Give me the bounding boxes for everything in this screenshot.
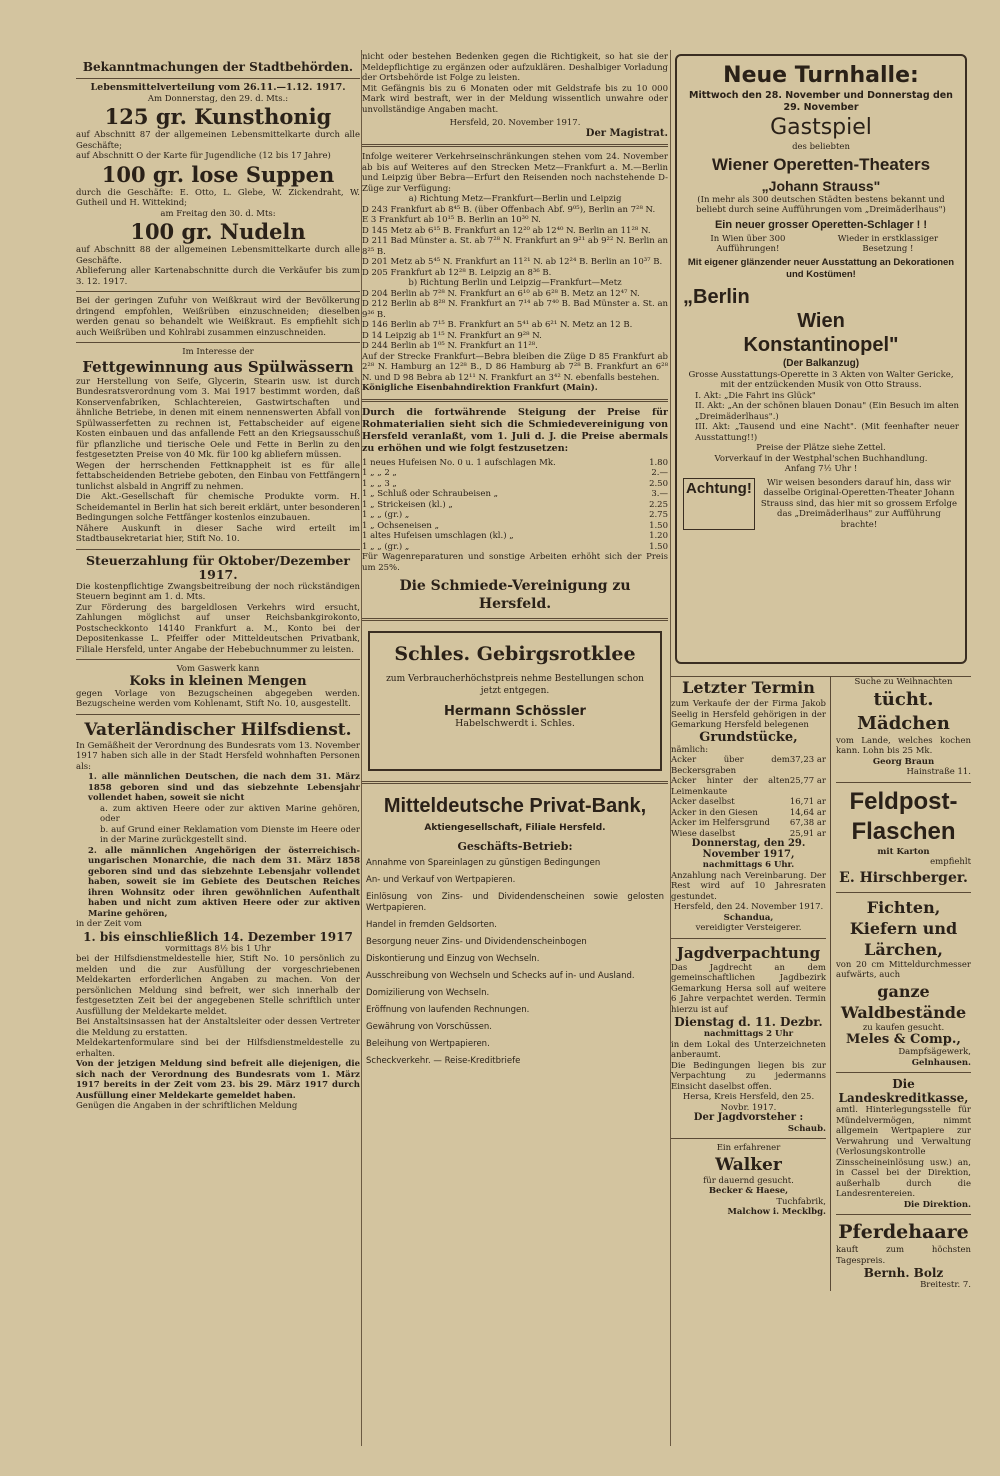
schmiede-signature: Die Schmiede-Vereinigung zu Hersfeld.	[399, 578, 631, 612]
bank-service-item: Besorgung neuer Zins- und Dividendenscheinbogen	[366, 936, 587, 947]
price-row-value: 2.25	[649, 499, 668, 510]
preise-text: Durch die fortwährende Steigung der Preise für Rohmaterialien sieht sich die Schmiedevereinigung von Hersfeld veranlaßt, vom 1. Juli d. J. die Preise abermals zu erhöhen und wie folgt festzusetzen:	[362, 406, 668, 454]
termin-signature: Schandua,	[723, 912, 774, 923]
vorverkauf-text: Vorverkauf in der Westphal'schen Buchhandlung.	[714, 453, 928, 464]
preise-text2: Für Wagenreparaturen und sonstige Arbeiten erhöht sich der Preis um 25%.	[362, 552, 668, 573]
walker-firm: Becker & Haese,	[708, 1186, 789, 1196]
price-row-label: 1 „ „ (gr.) „	[362, 541, 410, 552]
price-list	[362, 458, 668, 553]
grundstueck-row-label: Acker daselbst	[671, 797, 735, 807]
klee-name: Hermann Schössler	[444, 704, 586, 719]
train-entry: D 145 Metz ab 6¹⁵ B. Frankfurt an 12²⁰ ab 12⁴⁰ N. Berlin an 11²⁸ N.	[362, 225, 651, 236]
grundstueck-row-label: Acker im Helfersgrund	[671, 818, 770, 828]
walker-heading: Walker	[715, 1154, 782, 1175]
subcolumn-left	[671, 677, 831, 1291]
walker-text: für dauernd gesucht.	[703, 1175, 794, 1186]
termin-place: Hersfeld, den 24. November 1917.	[673, 902, 824, 912]
termin-text2: Anzahlung nach Vereinbarung. Der Rest wird auf 10 Jahresraten gestundet.	[671, 870, 826, 902]
grundstueck-row	[671, 776, 826, 797]
price-row-value: 3.—	[651, 489, 668, 499]
price-row-value: 1.50	[649, 541, 668, 552]
bank-service-item: Beleihung von Wertpapieren.	[366, 1038, 490, 1049]
feldpost-name: E. Hirschberger.	[839, 869, 968, 886]
waldbestaende-heading: ganze Waldbestände	[840, 981, 967, 1022]
akt-3: III. Akt: „Tausend und eine Nacht". (Mit feenhafter neuer Ausstattung!!)	[695, 422, 959, 443]
suppen-text: durch die Geschäfte: E. Otto, L. Glebe, W. Zickendraht, W. Gutheil und H. Wittekind;	[76, 187, 360, 208]
grundstueck-row-value: 37,23 ar	[789, 755, 826, 765]
grundstueck-row-value: 25,91 ar	[789, 828, 826, 839]
ausstattung-text: Mit eigener glänzender neuer Ausstattung an Dekorationen und Kostümen!	[687, 256, 955, 280]
price-row-label: 1 „ Ochseneisen „	[362, 520, 440, 531]
grundstueck-row-value: 14,64 ar	[789, 807, 826, 818]
strauss-text: (In mehr als 300 deutschen Städten bestens bekannt und beliebt durch seine Aufführungen vom „Dreimäderlhaus")	[696, 194, 946, 215]
bank-ad	[362, 789, 668, 1077]
hilfsdienst-item-1: 1. alle männlichen Deutschen, die nach dem 31. März 1858 geboren sind und das siebzehnte Lebensjahr vollendet haben, soweit sie nicht	[88, 772, 360, 803]
zug-signature: Königliche Eisenbahndirektion Frankfurt (Main).	[362, 383, 598, 393]
grundstueck-row	[671, 755, 826, 776]
hilfsdienst-item-2: 2. alle männlichen Angehörigen der österreichisch-ungarischen Monarchie, die nach dem 31. März 1858 geboren sind und das siebzehnte Lebensjahr vollendet haben, soweit sie im Gebiete des Deutschen Reiches ihren Wohnsitz oder ihren gewöhnlichen Aufenthalt haben und nicht zum aktiven Heere oder zur aktiven Marine gehören,	[88, 845, 360, 919]
wien-heading: Wien	[797, 309, 845, 332]
wien-left: In Wien über 300 Aufführungen!	[710, 233, 786, 254]
bank-service-item: Domizilierung von Wechseln.	[366, 987, 490, 998]
naemlich-label: nämlich:	[671, 744, 709, 755]
price-row-label: 1 „ „ 3 „	[362, 478, 397, 489]
grundstueck-row	[671, 797, 826, 808]
price-row-value: 2.50	[649, 478, 668, 489]
lv-date2: am Freitag den 30. d. Mts:	[160, 208, 276, 219]
signoff-place: Hersfeld, 20. November 1917.	[449, 118, 581, 128]
fett-text2: Wegen der herrschenden Fettknappheit ist es für alle fettabscheidenden Betriebe geboten, den Einbau von Fettfängern tunlichst alsbald in Angriff zu nehmen.	[76, 460, 360, 492]
hilfsdienst-text3: bei der Hilfsdienstmeldestelle hier, Stift No. 10 persönlich zu melden und die zur Ausfüllung der vorgeschriebenen Meldekarten erforderlichen Angaben zu machen. Von der persönlichen Meldung sind befreit, wer sich innerhalb der festgesetzten Zeit bei der angegebenen Stelle schriftlich unter Ausfüllung der Meldekarte meldet.	[76, 954, 360, 1017]
bank-service-item: Einlösung von Zins- und Dividendenscheinen sowie gelosten Wertpapieren.	[366, 891, 664, 913]
price-row-label: 1 „ Strickeisen (kl.) „	[362, 499, 453, 510]
train-entry: D 244 Berlin ab 1⁰⁵ N. Frankfurt an 11²⁸.	[362, 341, 538, 351]
preise-label: Preise der Plätze siehe Zettel.	[756, 443, 886, 453]
fett-text: zur Herstellung von Seife, Glycerin, Stearin usw. ist durch Bundesratsverordnung vom 3. Mai 1917 bestimmt worden, daß Konservenfabriken, Schlachtereien, Gastwirtschaften und ähnliche Betriebe, in denen mit einem nennenswerten Abfall von Spülwasserfetten zu rechnen ist, Fettabscheider auf eigene Kosten einbauen und das anfallende Fett an den Kriegsausschuß für pflanzliche und tierische Oele und Fette in Berlin zu den festgesetzten Preise von 40 Mk. für 100 kg abliefern müssen.	[76, 376, 360, 460]
meles-text: Dampfsägewerk,	[898, 1047, 971, 1057]
price-row	[362, 542, 668, 553]
grundstueck-row-label: Acker hinter der alten Leimenkaute	[671, 776, 790, 797]
nudeln-text2: Ablieferung aller Kartenabschnitte durch die Verkäufer bis zum 3. 12. 1917.	[76, 266, 360, 287]
maedchen-pre: Suche zu Weihnachten	[854, 677, 953, 687]
termin-heading: Letzter Termin	[682, 678, 815, 697]
subcolumn-right	[831, 677, 971, 1291]
bank-service-item: Annahme von Spareinlagen zu günstigen Bedingungen	[366, 857, 601, 868]
price-row-value: 2.75	[649, 510, 668, 520]
train-entry: D 243 Frankfurt ab 8⁴⁵ B. (über Offenbach Abf. 9⁰⁵), Berlin an 7²⁸ N.	[362, 204, 656, 215]
wien-right: Wieder in erstklassiger Besetzung !	[837, 233, 939, 254]
fichten-heading: Fichten, Kiefern und Lärchen,	[849, 897, 958, 959]
steuer-text: Die kostenpflichtige Zwangsbeitreibung der noch rückständigen Steuern beginnt am 1. d. Mts.	[76, 581, 360, 602]
feldpost-empf: empfiehlt	[930, 857, 971, 867]
pferdehaare-addr: Breitestr. 7.	[920, 1280, 971, 1290]
termin-time: nachmittags 6 Uhr.	[702, 860, 795, 870]
hilfsdienst-item-1a: a. zum aktiven Heere oder zur aktiven Marine gehören, oder	[100, 803, 360, 824]
hilfsdienst-hours: vormittags 8½ bis 1 Uhr	[165, 943, 271, 954]
kaufen-text: zu kaufen gesucht.	[862, 1022, 945, 1033]
jagd-heading: Jagdverpachtung	[676, 943, 821, 962]
price-row	[362, 510, 668, 521]
train-list-a	[362, 205, 668, 279]
turnhalle-heading: Neue Turnhalle:	[723, 63, 919, 88]
price-row-label: 1 „ „ (gr.) „	[362, 510, 410, 520]
bank-service-item: Eröffnung von laufenden Rechnungen.	[366, 1004, 530, 1015]
bank-service-item: Scheckverkehr. — Reise-Kreditbriefe	[366, 1055, 521, 1066]
feldpost-karton: mit Karton	[877, 846, 930, 857]
bank-service-item: An- und Verkauf von Wertpapieren.	[366, 874, 516, 885]
cont-text2: Mit Gefängnis bis zu 6 Monaten oder mit Geldstrafe bis zu 10 000 Mark wird bestraft, wer in der Meldung wissentlich unwahre oder unvollständige Angaben macht.	[362, 83, 668, 115]
jagd-place: Hersa, Kreis Hersfeld, den 25. Novbr. 1917.	[682, 1092, 815, 1113]
klee-heading: Schles. Gebirgsrotklee	[394, 643, 636, 665]
pferdehaare-text: kauft zum höchsten Tagespreis.	[836, 1245, 971, 1266]
grundstueck-row-label: Wiese daselbst	[671, 828, 736, 839]
column-right	[671, 52, 971, 1291]
section-title: Bekanntmachungen der Stadtbehörden.	[82, 60, 354, 74]
bank-section-heading: Geschäfts-Betrieb:	[457, 839, 573, 853]
jagd-text3: Die Bedingungen liegen bis zur Verpachtung zu jedermanns Einsicht daselbst offen.	[671, 1060, 826, 1092]
zug-direction-b: b) Richtung Berlin und Leipzig—Frankfurt—Metz	[408, 278, 622, 288]
fett-text4: Nähere Auskunft in dieser Sache wird erteilt im Stadtbausekretariat hier, Stift No. 10.	[76, 523, 360, 544]
turnhalle-ad	[675, 54, 967, 664]
price-row	[362, 531, 668, 542]
bank-services	[366, 858, 664, 1067]
grundstueck-list	[671, 755, 826, 839]
grundstueck-row-label: Acker in den Giesen	[671, 807, 758, 818]
interesse-label: Im Interesse der	[182, 347, 254, 357]
bank-service-item: Diskontierung und Einzug von Wechseln.	[366, 953, 540, 964]
grundstueck-row-label: Acker über dem Beckersgraben	[671, 755, 790, 776]
termin-text: zum Verkaufe der der Firma Jakob Seelig in Hersfeld gehörigen in der Gemarkung Hersfeld belegenen	[671, 699, 826, 730]
walker-firm2: Tuchfabrik,	[776, 1196, 826, 1207]
walker-place: Malchow i. Mecklbg.	[727, 1207, 826, 1217]
train-entry: D 211 Bad Münster a. St. ab 7²⁸ N. Frankfurt an 9²¹ ab 9²² N. Berlin an 8²⁵ B.	[362, 236, 668, 257]
lv-date1: Am Donnerstag, den 29. d. Mts.:	[147, 93, 289, 104]
price-row-value: 1.50	[649, 520, 668, 531]
walker-pre: Ein erfahrener	[716, 1143, 781, 1153]
gaswerk-label: Vom Gaswerk kann	[176, 664, 260, 674]
hilfsdienst-text6: Von der jetzigen Meldung sind befreit alle diejenigen, die sich nach der Verordnung des Bundesrats vom 1. März 1917 bereits in der Zeit vom 23. bis 29. März 1917 durch Ausfüllung einer Meldekarte gemeldet haben.	[76, 1059, 360, 1101]
fett-heading: Fettgewinnung aus Spülwässern	[82, 357, 354, 376]
price-row	[362, 468, 668, 479]
price-row	[362, 489, 668, 500]
operette-text: Grosse Ausstattungs-Operette in 3 Akten von Walter Gericke, mit der entzückenden Musik von Otto Strauss.	[688, 369, 954, 390]
pferdehaare-heading: Pferdehaare	[838, 1221, 969, 1243]
strauss-heading: „Johann Strauss"	[761, 177, 881, 194]
bank-subheading: Aktiengesellschaft, Filiale Hersfeld.	[424, 823, 606, 833]
bank-service-item: Gewährung von Vorschüssen.	[366, 1021, 492, 1032]
termin-signature2: vereidigter Versteigerer.	[695, 923, 802, 933]
achtung-text: Wir weisen besonders darauf hin, dass wir dasselbe Original-Operetten-Theater Johann Strauss sind, das hier mit so grossem Erfolge das „Dreimäderlhaus" zur Aufführung brachte!	[760, 477, 957, 530]
suppen-heading: 100 gr. lose Suppen	[101, 161, 335, 187]
hilfsdienst-text7: Genügen die Angaben in der schriftlichen Meldung	[76, 1101, 298, 1111]
hilfsdienst-text: In Gemäßheit der Verordnung des Bundesrats vom 13. November 1917 haben sich alle in der Stadt Hersfeld wohnhaften Personen als:	[76, 740, 360, 772]
jagd-signature: Der Jagdvorsteher :	[693, 1112, 804, 1123]
train-entry: D 201 Metz ab 5⁴⁵ N. Frankfurt an 11²¹ N. ab 12²⁴ B. Berlin an 10³⁷ B.	[362, 257, 663, 267]
schlager-heading: Ein neuer grosser Operetten-Schlager ! !	[714, 218, 928, 231]
bank-service-item: Handel in fremden Geldsorten.	[366, 919, 497, 930]
gastspiel-heading: Gastspiel	[770, 115, 872, 140]
nudeln-text: auf Abschnitt 88 der allgemeinen Lebensmittelkarte durch alle Geschäfte.	[76, 245, 360, 266]
konstantinopel-heading: Konstantinopel"	[743, 333, 899, 356]
price-row-label: 1 „ „ 2 „	[362, 468, 397, 478]
price-row-label: 1 altes Hufeisen umschlagen (kl.) „	[362, 531, 514, 541]
meles-name: Meles & Comp.,	[846, 1032, 961, 1047]
jagd-signature2: Schaub.	[787, 1123, 826, 1134]
lv-heading: Lebensmittelverteilung vom 26.11.—1.12. 1917.	[90, 82, 346, 93]
klee-place: Habelschwerdt i. Schles.	[455, 718, 575, 729]
akt-1: I. Akt: „Die Fahrt ins Glück"	[695, 390, 816, 401]
price-row	[362, 500, 668, 511]
maedchen-text: vom Lande, welches kochen kann. Lohn bis 25 Mk.	[836, 735, 971, 756]
hilfsdienst-zeit: in der Zeit vom	[76, 919, 142, 929]
zug-text: Auf der Strecke Frankfurt—Bebra bleiben die Züge D 85 Frankfurt ab 2²⁸ N. Hamburg an 12²⁸ B., D 86 Hamburg ab 7²⁸ B. Frankfurt an 6²⁸ N. und D 98 Bebra ab 12¹¹ N. Frankfurt an 3⁴² N. ebenfalls bestehen.	[362, 351, 668, 383]
hilfsdienst-heading: Vaterländischer Hilfsdienst.	[84, 719, 352, 740]
grundstueck-row-value: 16,71 ar	[789, 797, 826, 807]
anfang-text: Anfang 7½ Uhr !	[784, 464, 858, 474]
price-row	[362, 479, 668, 490]
maedchen-name: Georg Braun	[872, 756, 935, 767]
landes-text: amtl. Hinterlegungsstelle für Mündelvermögen, nimmt allgemein Wertpapiere zur Verwahrung und Verwaltung (Verlosungskontrolle Zinsscheineinlösung usw.) an, in Cassel bei der Direktion, außerhalb durch die Landesrentereien.	[836, 1105, 971, 1199]
weisskraut-text: Bei der geringen Zufuhr von Weißkraut wird der Bevölkerung dringend empfohlen, Weißrüben einzuschneiden; dieselben werden genau so behandelt wie Weißkraut. Es empfiehlt sich auch Weißrüben und Kohlrabi zusammen einzuschneiden.	[76, 296, 360, 338]
price-row-label: 1 „ Schluß oder Schraubeisen „	[362, 489, 499, 499]
train-entry: E 3 Frankfurt ab 10¹⁵ B. Berlin an 10³⁰ N.	[362, 215, 541, 225]
nudeln-heading: 100 gr. Nudeln	[130, 219, 306, 244]
landes-heading: Die Landeskreditkasse,	[838, 1077, 969, 1105]
steuer-text2: Zur Förderung des bargeldlosen Verkehrs wird ersucht, Zahlungen möglichst auf unser Reichsbankgirokonto, Postscheckkonto 14140 Frankfurt a. M., Konto bei der Depositenkasse L. Pfeiffer oder Mitteldeutschen Privatbank, Filiale Hersfeld, unter Angabe der Hebebuchnummer zu leisten.	[76, 602, 360, 655]
honig-text2: auf Abschnitt O der Karte für Jugendliche (12 bis 17 Jahre)	[76, 151, 331, 161]
balkan-heading: (Der Balkanzug)	[782, 357, 860, 369]
train-entry: D 205 Frankfurt ab 12²⁸ B. Leipzig an 8³⁶ B.	[362, 267, 552, 278]
grundstueck-row-value: 25,77 ar	[789, 776, 826, 786]
feldpost-heading: Feldpost-Flaschen	[849, 787, 958, 845]
maedchen-heading: tücht. Mädchen	[857, 688, 950, 734]
honig-text: auf Abschnitt 87 der allgemeinen Lebensmittelkarte durch alle Geschäfte;	[76, 130, 360, 151]
price-row-value: 1.80	[649, 457, 668, 468]
bank-service-item: Ausschreibung von Wechseln und Schecks auf in- und Ausland.	[366, 970, 635, 981]
fichten-text: von 20 cm Mitteldurchmesser aufwärts, auch	[836, 959, 971, 980]
grundstueck-row-value: 67,38 ar	[789, 818, 826, 828]
train-entry: D 14 Leipzig ab 1¹⁵ N. Frankfurt an 9²⁸ N.	[362, 330, 542, 341]
bank-heading: Mitteldeutsche Privat-Bank,	[383, 795, 647, 817]
meles-place: Gelnhausen.	[911, 1057, 971, 1068]
zug-direction-a: a) Richtung Metz—Frankfurt—Berlin und Leipzig	[408, 194, 622, 204]
beliebten-label: des beliebten	[792, 142, 850, 152]
zug-intro: Infolge weiterer Verkehrseinschränkungen stehen vom 24. November ab bis auf Weiteres auf den Strecken Metz—Frankfurt a. M.—Berlin und Leipzig über Bebra—Erfurt den Reisenden noch nachstehende D-Züge zur Verfügung:	[362, 152, 668, 194]
hilfsdienst-item-1b: b. auf Grund einer Reklamation vom Dienste im Heere oder in der Marine zurückgestellt sind.	[100, 824, 360, 845]
koks-heading: Koks in kleinen Mengen	[129, 673, 307, 689]
train-entry: D 146 Berlin ab 7¹⁵ B. Frankfurt an 5⁴¹ ab 6²¹ N. Metz an 12 B.	[362, 320, 633, 330]
koks-text: gegen Vorlage von Bezugscheinen abgegeben werden. Bezugscheine werden vom Kohlenamt, Stift No. 10, ausgestellt.	[76, 688, 360, 709]
landes-signature: Die Direktion.	[903, 1199, 971, 1210]
column-middle	[362, 52, 668, 1077]
column-left	[76, 52, 360, 1112]
pferdehaare-name: Bernh. Bolz	[863, 1266, 944, 1280]
cont-text: nicht oder bestehen Bedenken gegen die Richtigkeit, so hat sie der Meldepflichtige zu ergänzen oder aufzuklären. Deshalbiger Vorladung der Ortsbehörde ist Folge zu leisten.	[362, 52, 668, 83]
jagd-date: Dienstag d. 11. Dezbr.	[674, 1015, 823, 1029]
klee-ad	[368, 631, 662, 771]
price-row	[362, 521, 668, 532]
fett-text3: Die Akt.-Gesellschaft für chemische Produkte vorm. H. Scheidemantel in Berlin hat sich bereit erklärt, unter besonderen Bedingungen solche Fettfänger kostenlos einzubauen.	[76, 492, 360, 523]
berlin-heading: „Berlin	[683, 285, 750, 308]
price-row-value: 2.—	[651, 468, 668, 478]
train-entry: D 204 Berlin ab 7²⁸ N. Frankfurt an 6¹⁰ ab 6²⁸ B. Metz an 12⁴⁷ N.	[362, 288, 640, 299]
hilfsdienst-dates: 1. bis einschließlich 14. Dezember 1917	[83, 929, 353, 944]
price-row-value: 1.20	[649, 531, 668, 541]
klee-text: zum Verbraucherhöchstpreis nehme Bestellungen schon jetzt entgegen.	[386, 674, 644, 696]
steuer-heading: Steuerzahlung für Oktober/Dezember 1917.	[86, 552, 350, 582]
signoff: Der Magistrat.	[585, 127, 668, 139]
wiener-heading: Wiener Operetten-Theaters	[711, 154, 931, 174]
jagd-text2: in dem Lokal des Unterzeichneten anberaumt.	[671, 1039, 826, 1060]
grundstueck-row	[671, 818, 826, 829]
hilfsdienst-text4: Bei Anstaltsinsassen hat der Anstaltsleiter oder dessen Vertreter die Meldung zu erstatten.	[76, 1017, 360, 1038]
price-row-label: 1 neues Hufeisen No. 0 u. 1 aufschlagen Mk.	[362, 457, 556, 468]
hilfsdienst-text5: Meldekartenformulare sind bei der Hilfsdienstmeldestelle zu erhalten.	[76, 1038, 360, 1059]
turnhalle-dates: Mittwoch den 28. November und Donnerstag den 29. November	[689, 90, 953, 113]
price-row	[362, 458, 668, 469]
jagd-time: nachmittags 2 Uhr	[703, 1029, 794, 1039]
akt-2: II. Akt: „An der schönen blauen Donau" (Ein Besuch im alten „Dreimäderlhaus".)	[695, 401, 959, 422]
honig-heading: 125 gr. Kunsthonig	[104, 104, 332, 129]
grundstueck-row	[671, 808, 826, 819]
maedchen-addr: Hainstraße 11.	[906, 767, 971, 777]
achtung-label: Achtung!	[683, 478, 755, 531]
train-entry: D 212 Berlin ab 8²⁸ N. Frankfurt an 7¹⁴ ab 7⁴⁰ B. Bad Münster a. St. an 9³⁶ B.	[362, 299, 668, 320]
grundstuecke-heading: Grundstücke,	[699, 729, 798, 745]
train-list-b	[362, 289, 668, 352]
termin-date: Donnerstag, den 29. November 1917,	[691, 838, 806, 860]
jagd-text: Das Jagdrecht an dem gemeinschaftlichen Jagdbezirk Gemarkung Hersa soll auf weitere 6 Jahre verpachtet werden. Termin hierzu ist auf	[671, 962, 826, 1015]
